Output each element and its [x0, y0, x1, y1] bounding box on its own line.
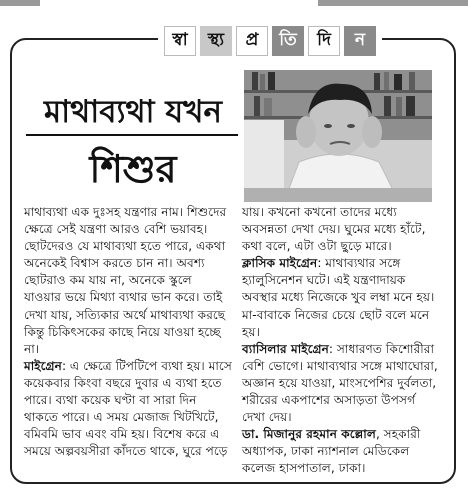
- badge-no: ন: [344, 26, 376, 56]
- headline-line1: মাথাব্যথা যখন: [43, 94, 223, 130]
- child-headache-photo: [244, 70, 432, 202]
- article-column-1: [24, 204, 232, 460]
- classic-migraine-text: : মাথাব্যথার সঙ্গে হ্যালুসিনেশন ঘটে। এই যন্ত্রণাদায়ক অবস্থার মধ্যে নিজেকে খুব লম্বা মনে হয়। মা-বাবাকে নিজের চেয়ে ছোট বলে মনে হয়।: [242, 256, 435, 339]
- basilar-migraine-paragraph: [242, 341, 438, 426]
- photo-illustration: [244, 70, 432, 202]
- article-column-2: [242, 204, 438, 478]
- migraine-label: মাইগ্রেন: [24, 358, 62, 373]
- top-rule-right: [318, 0, 468, 6]
- continuation-paragraph: যায়। কখনো কখনো তাদের মধ্যে অবসন্নতা দেখা দেয়। ঘুমের মধ্যে হাঁটে, কথা বলে, এটা ওটা ছুড়ে মারে।: [242, 205, 426, 254]
- author-title: , সহকারী অধ্যাপক, ঢাকা ন্যাশনাল মেডিকেল কলেজ হাসপাতাল, ঢাকা।: [242, 427, 421, 476]
- classic-migraine-label: ক্লাসিক মাইগ্রেন: [242, 256, 318, 271]
- headline-divider: [26, 134, 238, 136]
- badge-ti: তি: [272, 26, 304, 56]
- intro-paragraph: মাথাব্যথা এক দুঃসহ যন্ত্রণার নাম। শিশুদের ক্ষেত্রে সেই যন্ত্রণা আরও বেশি ভয়াবহ। ছোটদেরও যে মাথাব্যথা হতে পারে, একথা অনেকেই বিশ্বাস করতে চান না। অবশ্য ছোটরাও কম যায় না, অনেকে স্কুলে যাওয়ার ভয়ে মিথ্যা ব্যথার ভান করে। তাই দেখা যায়, সত্যিকার অর্থে মাথাব্যথা করছে কিন্তু চিকিৎসকের কাছে নিয়ে যাওয়া হচ্ছে না।: [24, 205, 227, 356]
- basilar-migraine-label: ব্যাসিলার মাইগ্রেন: [242, 341, 329, 356]
- badge-di: দি: [308, 26, 340, 56]
- badge-sthyo: স্থ্য: [200, 26, 232, 56]
- author-name: ডা. মিজানুর রহমান কল্লোল: [242, 427, 376, 442]
- top-rule: [0, 0, 468, 7]
- badge-pro: প্র: [236, 26, 268, 56]
- migraine-text: : এ ক্ষেত্রে টিপটিপে ব্যথা হয়। মাসে কয়েকবার কিংবা বছরে দুবার এ ব্যথা হতে পারে। ব্যথা কয়েক ঘণ্টা বা সারা দিন থাকতে পারে। এ সময় মেজাজ খিটখিটে, বমিবমি ভাব এবং বমি হয়। বিশেষ করে এ সময়ে অল্পবয়সীরা কাঁদতে থাকে, ঘুরে পড়ে: [24, 358, 232, 459]
- migraine-paragraph: [24, 358, 232, 461]
- basilar-migraine-text: : সাধারণত কিশোরীরা বেশি ভোগে। মাথাব্যথার সঙ্গে মাথাঘোরা, অজ্ঞান হয়ে যাওয়া, মাংসপেশির দুর্বলতা, শরীরের একপাশের অসাড়তা উপসর্গ দেখা দেয়।: [242, 341, 438, 425]
- author-credit: [242, 426, 438, 477]
- classic-migraine-paragraph: [242, 255, 438, 340]
- badge-sha: স্বা: [164, 26, 196, 56]
- top-rule-left: [0, 0, 40, 6]
- section-header-badges: [158, 26, 382, 56]
- headline-line2: শিশুর: [89, 147, 177, 191]
